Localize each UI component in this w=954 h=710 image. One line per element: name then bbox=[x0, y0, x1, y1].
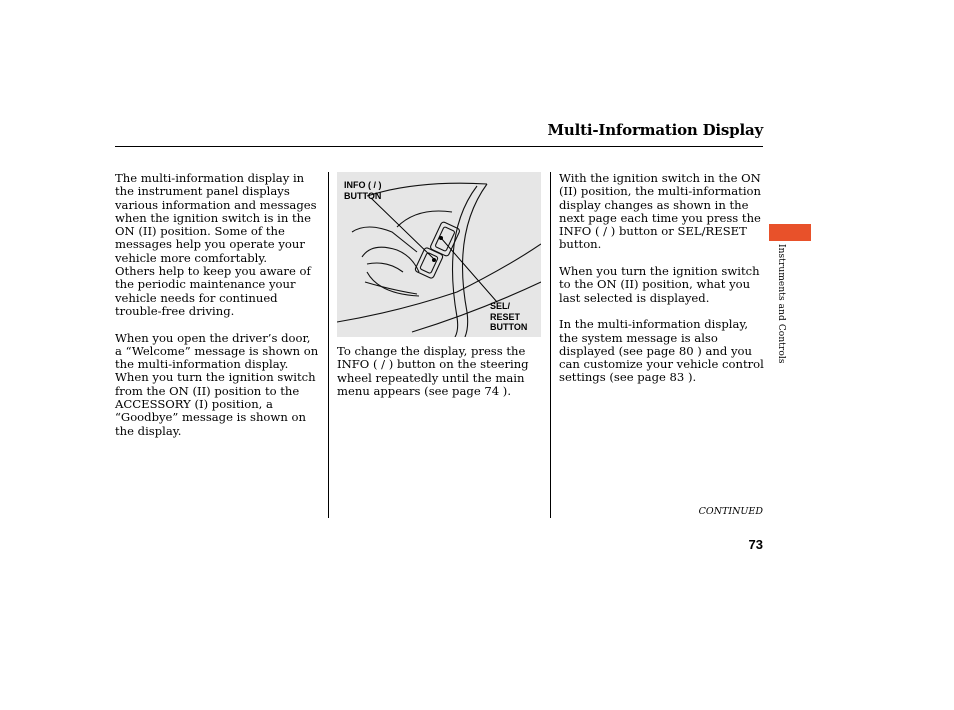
paragraph: To change the display, press the INFO ( / ) button on the steering wheel repeatedly until the main menu appears (see page 74 ). bbox=[337, 344, 529, 398]
paragraph: When you turn the ignition switch to the ON (II) position, what you last selected is displayed. bbox=[559, 264, 760, 305]
paragraph: In the multi-information display, the system message is also displayed (see page 80 ) and you can customize your vehicle control settings (see page 83 ). bbox=[559, 317, 764, 385]
page-number: 73 bbox=[748, 537, 763, 552]
sel-reset-button-callout: SEL/ RESET BUTTON bbox=[490, 301, 528, 332]
continued-note: CONTINUED bbox=[698, 506, 763, 517]
section-tab bbox=[769, 224, 811, 241]
text-column-3 bbox=[559, 172, 765, 398]
text-column-1 bbox=[115, 172, 321, 451]
paragraph: Others help to keep you aware of the periodic maintenance your vehicle needs for continued trouble-free driving. bbox=[115, 264, 311, 318]
column-divider bbox=[328, 172, 329, 518]
paragraph: With the ignition switch in the ON (II) position, the multi-information display changes as shown in the next page each time you press the INFO ( / ) button or SEL/RESET button. bbox=[559, 171, 761, 252]
info-button-callout: INFO ( / ) BUTTON bbox=[344, 180, 382, 201]
steering-wheel-figure bbox=[337, 172, 541, 337]
paragraph: When you open the driver’s door, a “Welcome” message is shown on the multi-information display. When you turn the ignition switch from the ON (II) position to the ACCESSORY (I) position, a “Goodbye” message is shown on the display. bbox=[115, 330, 319, 438]
section-label: Instruments and Controls bbox=[776, 244, 786, 364]
page-title: Multi-Information Display bbox=[547, 121, 763, 139]
paragraph: The multi-information display in the instrument panel displays various information and messages when the ignition switch is in the ON (II) position. Some of the messages help you operate your vehicle more comfortably. bbox=[115, 171, 317, 265]
header-rule bbox=[115, 146, 763, 147]
column-divider bbox=[550, 172, 551, 518]
text-column-2 bbox=[337, 345, 543, 398]
